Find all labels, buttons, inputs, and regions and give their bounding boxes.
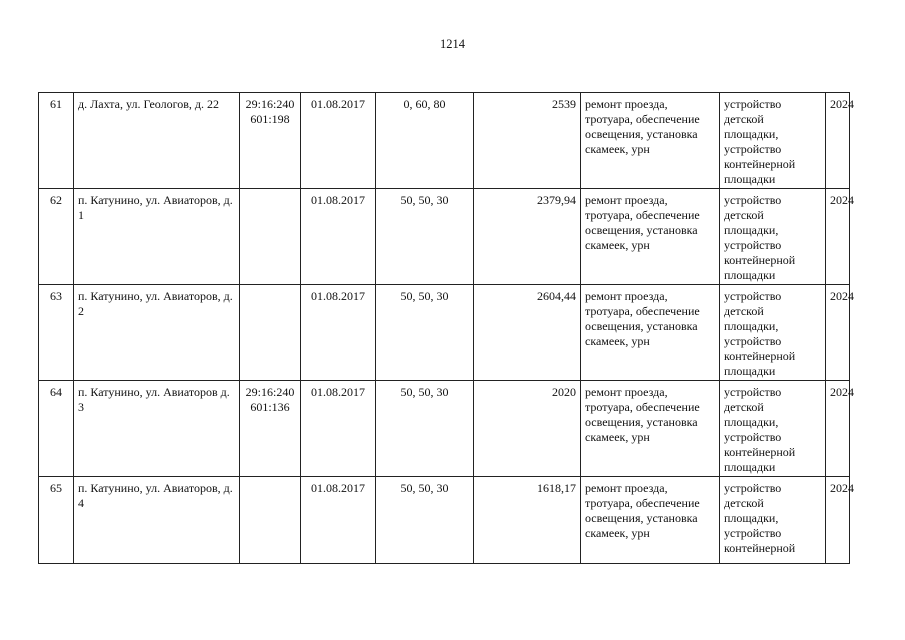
values-cell: 0, 60, 80 [376,93,474,189]
row-number: 62 [39,189,74,285]
year-cell: 2024 [826,285,850,381]
extra-works-cell: устройство детской площадки, устройство контейнерной площадки [720,93,826,189]
extra-works-cell: устройство детской площадки, устройство контейнерной площадки [720,189,826,285]
date-cell: 01.08.2017 [301,93,376,189]
year-cell: 2024 [826,477,850,564]
row-number: 64 [39,381,74,477]
address-cell: д. Лахта, ул. Геологов, д. 22 [74,93,240,189]
works-cell: ремонт проезда, тротуара, обеспечение освещения, установка скамеек, урн [581,477,720,564]
values-cell: 50, 50, 30 [376,477,474,564]
area-cell: 2020 [474,381,581,477]
year-cell: 2024 [826,93,850,189]
area-cell: 2379,94 [474,189,581,285]
area-cell: 2539 [474,93,581,189]
works-cell: ремонт проезда, тротуара, обеспечение освещения, установка скамеек, урн [581,285,720,381]
extra-works-cell: устройство детской площадки, устройство контейнерной площадки [720,381,826,477]
area-cell: 2604,44 [474,285,581,381]
cadastral-cell: 29:16:240 601:136 [240,381,301,477]
cadastral-cell [240,285,301,381]
address-cell: п. Катунино, ул. Авиаторов, д. 1 [74,189,240,285]
table-row [39,189,850,285]
cadastral-cell: 29:16:240 601:198 [240,93,301,189]
date-cell: 01.08.2017 [301,381,376,477]
works-cell: ремонт проезда, тротуара, обеспечение освещения, установка скамеек, урн [581,189,720,285]
year-cell: 2024 [826,189,850,285]
address-cell: п. Катунино, ул. Авиаторов д. 3 [74,381,240,477]
date-cell: 01.08.2017 [301,477,376,564]
date-cell: 01.08.2017 [301,189,376,285]
cadastral-cell [240,189,301,285]
table-row [39,285,850,381]
date-cell: 01.08.2017 [301,285,376,381]
data-table [38,92,854,564]
area-cell: 1618,17 [474,477,581,564]
row-number: 61 [39,93,74,189]
extra-works-cell: устройство детской площадки, устройство контейнерной площадки [720,285,826,381]
address-cell: п. Катунино, ул. Авиаторов, д. 2 [74,285,240,381]
table-row [39,93,850,189]
row-number: 63 [39,285,74,381]
extra-works-cell: устройство детской площадки, устройство контейнерной [720,477,826,564]
cadastral-cell [240,477,301,564]
year-cell: 2024 [826,381,850,477]
values-cell: 50, 50, 30 [376,189,474,285]
address-cell: п. Катунино, ул. Авиаторов, д. 4 [74,477,240,564]
table-row [39,477,850,564]
page-number: 1214 [440,37,465,51]
table-row [39,381,850,477]
works-cell: ремонт проезда, тротуара, обеспечение освещения, установка скамеек, урн [581,381,720,477]
works-cell: ремонт проезда, тротуара, обеспечение освещения, установка скамеек, урн [581,93,720,189]
values-cell: 50, 50, 30 [376,381,474,477]
values-cell: 50, 50, 30 [376,285,474,381]
row-number: 65 [39,477,74,564]
